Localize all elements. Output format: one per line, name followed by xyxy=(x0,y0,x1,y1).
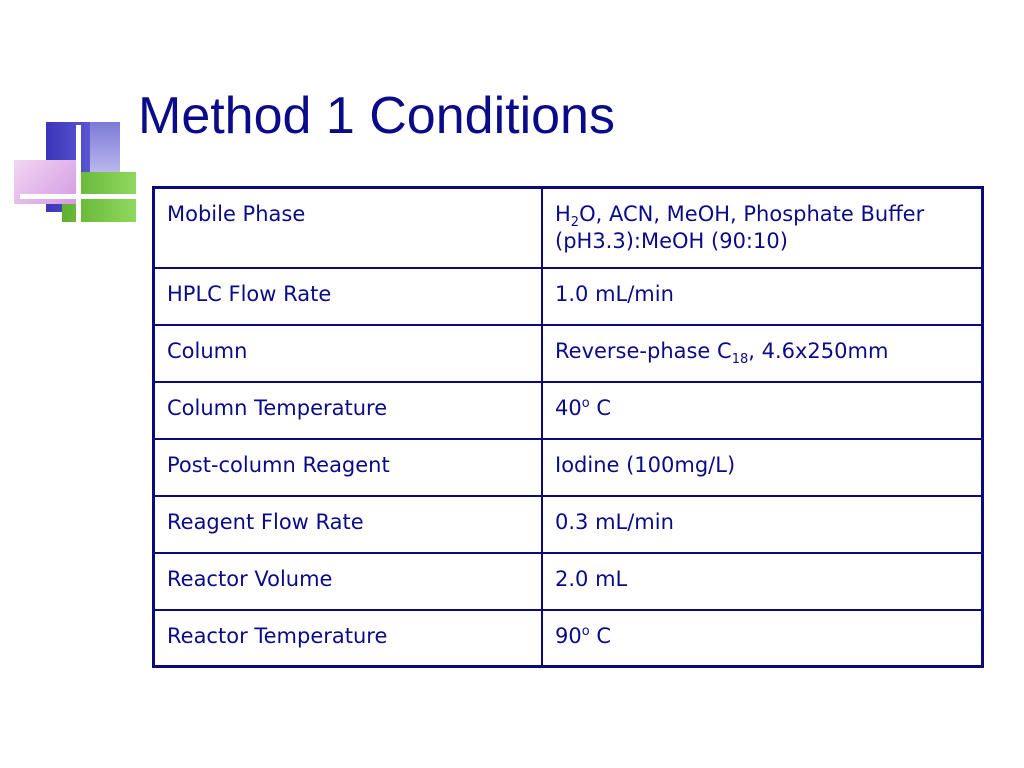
logo-vertical-divider xyxy=(76,125,81,225)
table-row xyxy=(154,610,983,667)
value-cell: 2.0 mL xyxy=(542,553,983,610)
parameter-cell: Mobile Phase xyxy=(154,188,543,268)
table-row xyxy=(154,188,983,268)
value-cell: 1.0 mL/min xyxy=(542,268,983,325)
logo-horizontal-divider xyxy=(20,194,140,199)
parameter-cell: Column Temperature xyxy=(154,382,543,439)
parameter-cell: Reactor Volume xyxy=(154,553,543,610)
value-cell: Reverse-phase $C_{18}$, 4.6x250mm xyxy=(542,325,983,382)
slide-title: Method 1 Conditions xyxy=(138,87,615,145)
logo-light-blue-square xyxy=(90,122,120,172)
parameter-cell: Reagent Flow Rate xyxy=(154,496,543,553)
conditions-table xyxy=(152,186,984,668)
parameter-cell: Post-column Reagent xyxy=(154,439,543,496)
table-row xyxy=(154,553,983,610)
value-cell: 0.3 mL/min xyxy=(542,496,983,553)
table-row xyxy=(154,439,983,496)
slide-logo-decoration xyxy=(0,0,150,240)
table-row xyxy=(154,325,983,382)
value-cell: 90$^o$ C xyxy=(542,610,983,667)
table-row xyxy=(154,268,983,325)
table-row xyxy=(154,382,983,439)
table-row xyxy=(154,496,983,553)
value-cell: $H_2O$, ACN, MeOH, Phosphate Buffer (pH3.3):MeOH (90:10) xyxy=(542,188,983,268)
value-cell: 40$^o$ C xyxy=(542,382,983,439)
parameter-cell: Reactor Temperature xyxy=(154,610,543,667)
value-cell: Iodine (100mg/L) xyxy=(542,439,983,496)
parameter-cell: HPLC Flow Rate xyxy=(154,268,543,325)
parameter-cell: Column xyxy=(154,325,543,382)
